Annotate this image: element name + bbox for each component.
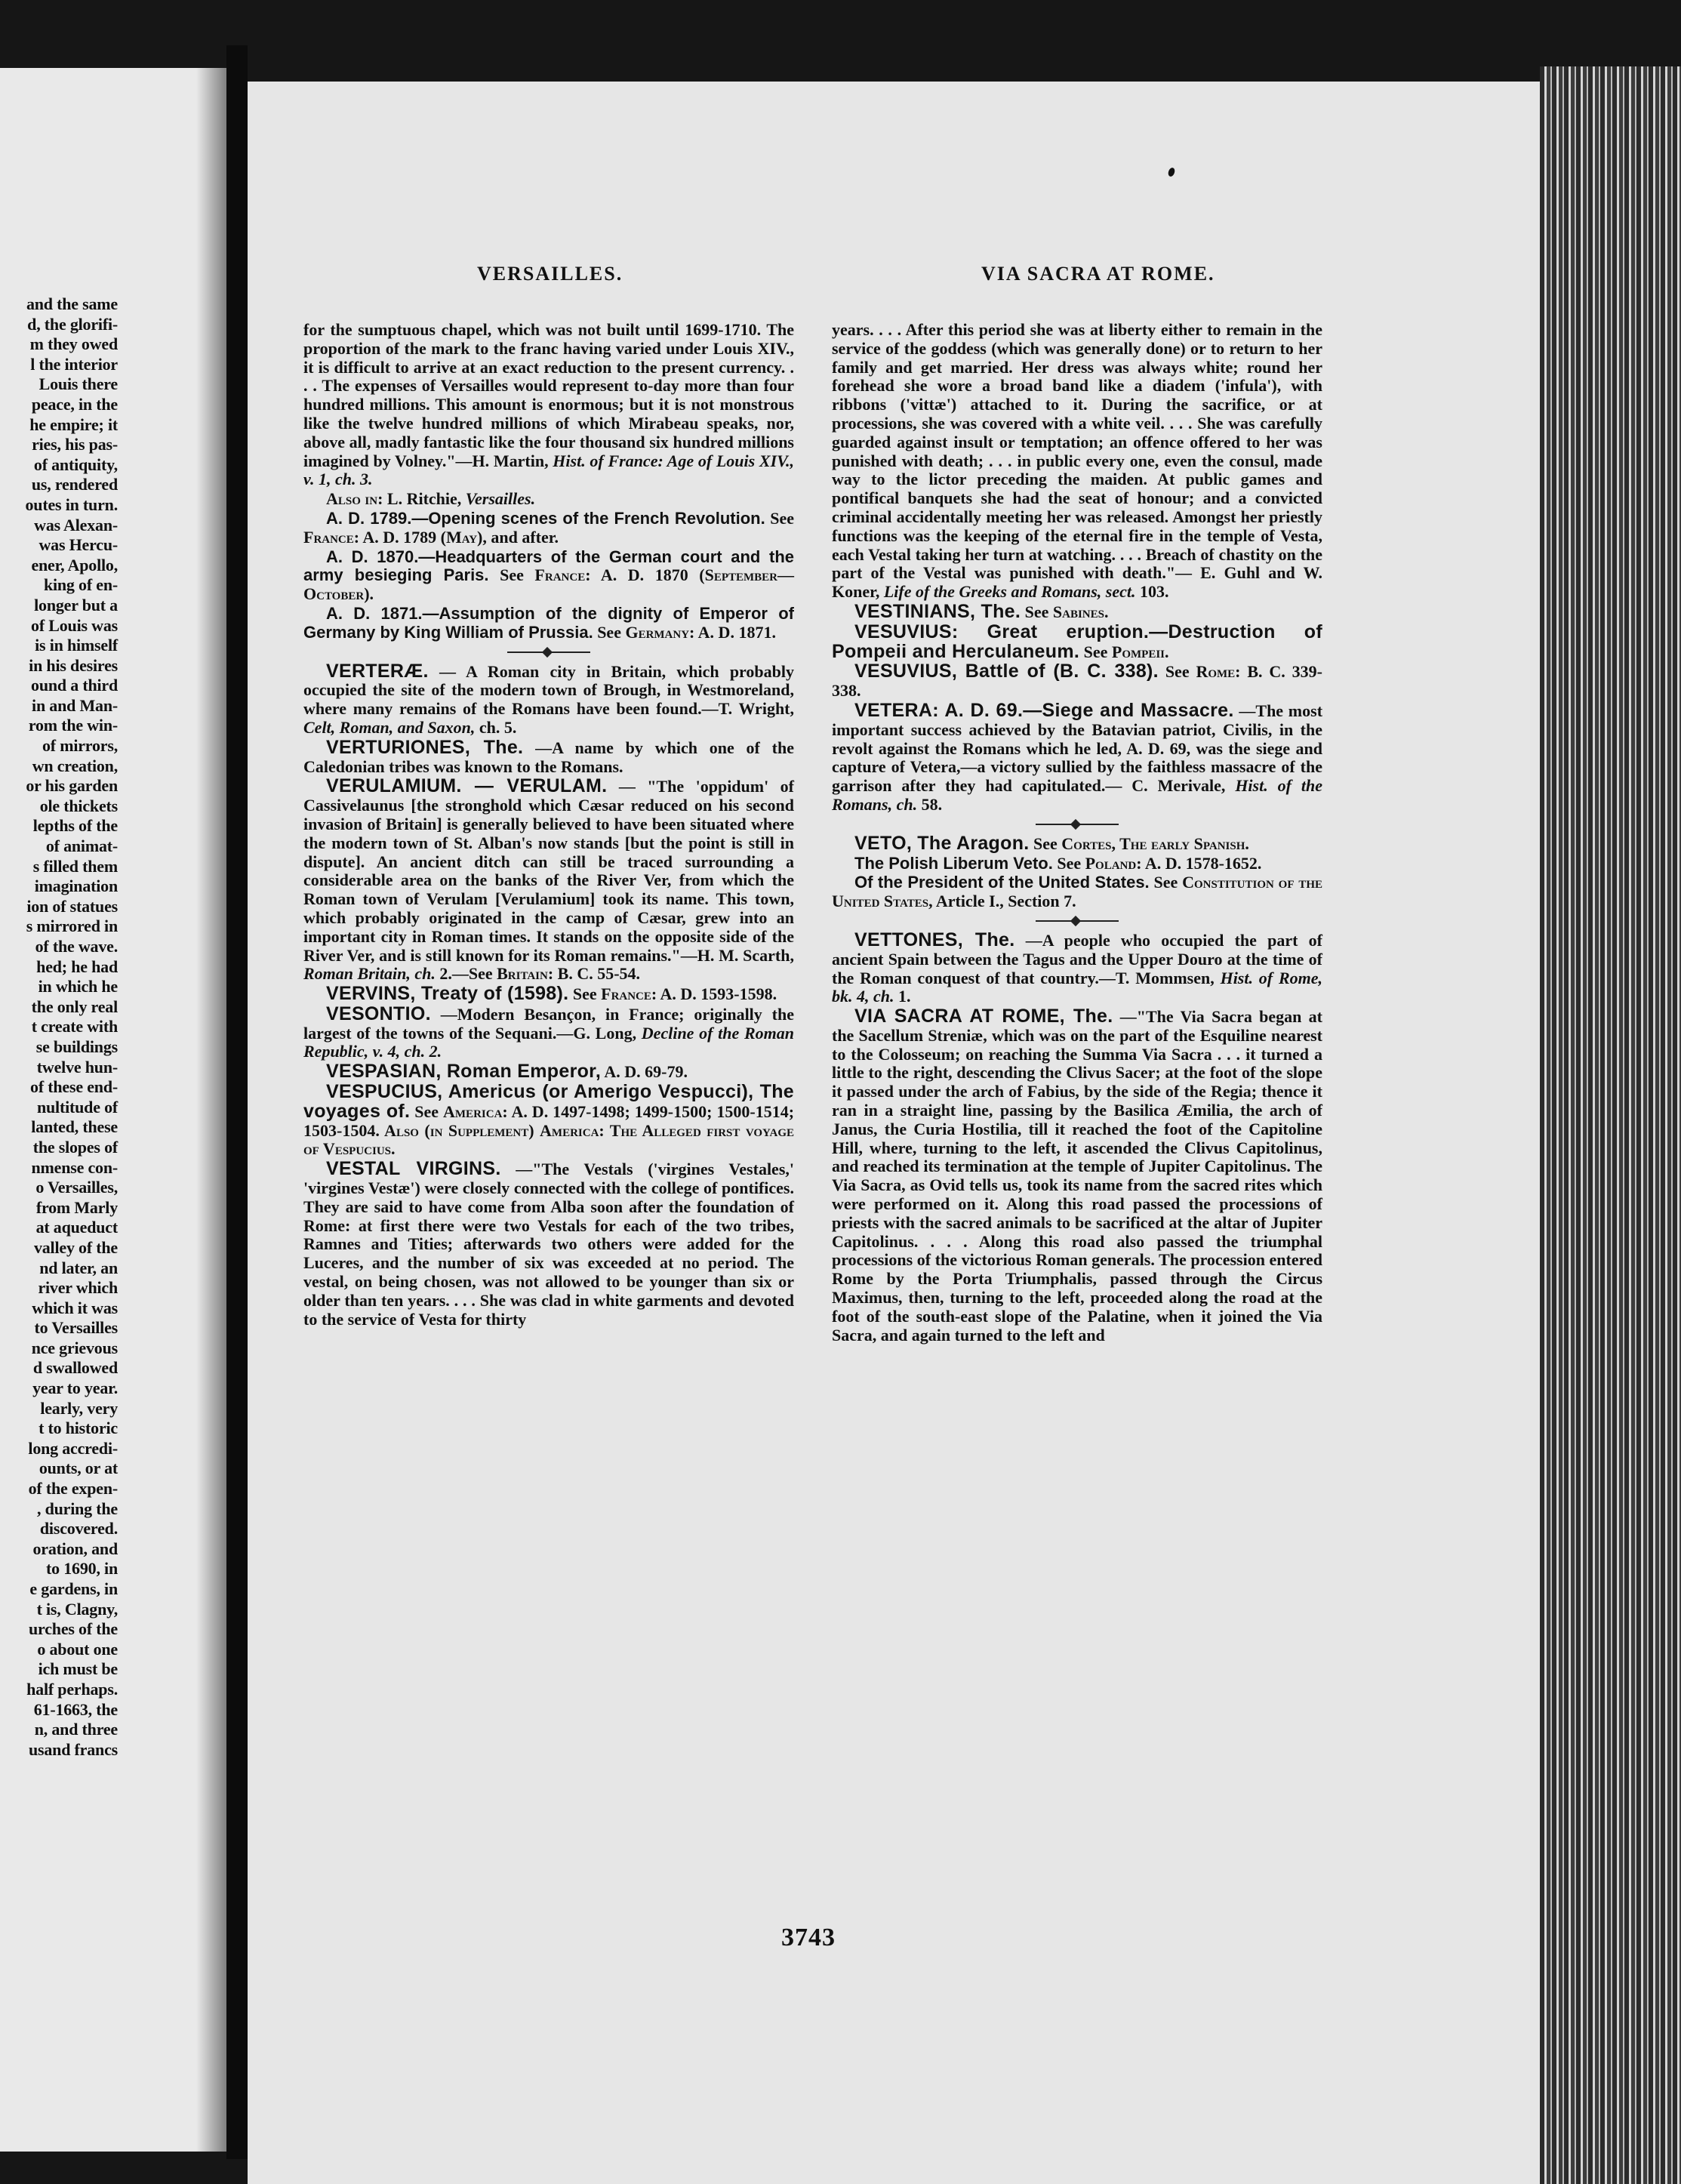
body-text: and after. — [491, 527, 559, 547]
column-left — [303, 321, 794, 1329]
facing-page-line: rom the win- — [28, 716, 118, 735]
cross-reference: France: A. D. 1593-1598. — [601, 984, 777, 1004]
entry-vespucius — [303, 1083, 794, 1159]
headword: VESUVIUS, Battle of (B. C. 338). — [854, 661, 1159, 682]
facing-page-line: s mirrored in — [26, 916, 118, 936]
facing-page-line: se buildings — [35, 1037, 118, 1056]
entry-vespasian — [303, 1062, 794, 1082]
cross-reference: France: A. D. 1870 (September—October). — [303, 565, 795, 604]
entry-vestal-continued — [832, 321, 1322, 602]
facing-page-line: to 1690, in — [46, 1559, 118, 1579]
headword: VESPASIAN, Roman Emperor, — [326, 1061, 602, 1083]
cross-reference: Pompeii. — [1111, 642, 1169, 661]
entry-also-in — [303, 490, 794, 509]
facing-page-line: wn creation, — [32, 756, 118, 775]
facing-page-line: d swallowed — [32, 1358, 118, 1378]
headword: VESUVIUS: Great eruption.—Destruction of Pompeii and Herculaneum. — [832, 621, 1322, 662]
entry-vesuvius-eruption — [832, 623, 1322, 662]
facing-page-line: year to year. — [32, 1378, 118, 1398]
facing-page-line: o about one — [37, 1639, 118, 1659]
entry-verterae — [303, 662, 794, 738]
facing-page-line: usand francs — [28, 1739, 118, 1759]
subentry-heading: A. D. 1871.—Assumption of the dignity of Emperor of Germany by King William of Prussia. — [303, 603, 794, 642]
facing-page-line: learly, very — [40, 1398, 118, 1418]
body-text: —"The Vestals ('virgines Vestales,' 'virgines Vestæ') were closely connected with the college of pontifices. They are said to have come from Alba soon after the foundation of Rome: at first there were two Vestals for each of the two tribes, Ramnes and Tities; afterwards two others were added for the Luceres, and the number of six was exceeded at no period. The vestal, on being chosen, was not allowed to be younger than six or older than ten years. . . . She was clad in white garments and devoted to the service of Vesta for thirty — [303, 1160, 794, 1329]
body-text: A. D. 69-79. — [604, 1062, 688, 1082]
headword: VETO, The Aragon. — [854, 832, 1030, 854]
facing-page-line: long accredi- — [28, 1438, 118, 1458]
facing-page-line: of mirrors, — [42, 736, 118, 756]
facing-page-line: d, the glorifi- — [27, 314, 118, 334]
facing-page-line: the only real — [31, 997, 118, 1016]
facing-page-line: ener, Apollo, — [31, 555, 118, 574]
facing-page-line: which it was — [32, 1298, 118, 1317]
facing-page-line: Louis there — [38, 374, 118, 394]
page-edges — [1540, 66, 1681, 2184]
cross-reference: Germany: A. D. 1871. — [625, 622, 776, 642]
facing-page-line: of antiquity, — [33, 454, 118, 474]
facing-page-line: outes in turn. — [25, 494, 118, 514]
entry-vesuvius-battle — [832, 662, 1322, 701]
subentry-heading: The Polish Liberum Veto. — [854, 853, 1053, 873]
headword: VERVINS, Treaty of (1598). — [326, 983, 569, 1005]
citation: Versailles. — [465, 489, 536, 509]
facing-page-line: he empire; it — [29, 414, 118, 434]
see-label: See — [1033, 833, 1058, 853]
facing-page-line: us, rendered — [31, 475, 118, 494]
citation: Life of the Greeks and Romans, sect. — [883, 582, 1136, 602]
facing-page-line: longer but a — [34, 595, 118, 615]
body-text: —The most important success achieved by the Batavian patriot, Civilis, in the revolt against the Romans which he led, A. D. 69, was the siege and capture of Vetera,—a victory sullied by the faithless massacre of the garrison after they had capitulated.— C. Merivale, — [832, 701, 1323, 796]
citation: v. 1, ch. 3. — [303, 470, 373, 489]
body-text: A. D. 1578-1652. — [1144, 853, 1262, 873]
running-head-left: VERSAILLES. — [477, 263, 623, 285]
facing-page-line: the slopes of — [32, 1137, 118, 1157]
facing-page-line: t is, Clagny, — [36, 1599, 118, 1619]
facing-page-line: at aqueduct — [35, 1218, 118, 1237]
facing-page-line: nd later, an — [39, 1258, 118, 1277]
cross-reference: Rome: B. C. 339-338. — [832, 662, 1323, 701]
facing-page-line: of Louis was — [31, 615, 118, 635]
facing-page-line: o Versailles, — [35, 1178, 118, 1197]
body-text: —A name by which one of the Caledonian tribes was known to the Romans. — [303, 738, 795, 776]
facing-page-line: in his desires — [29, 655, 118, 675]
facing-page-line: 61-1663, the — [33, 1699, 118, 1719]
facing-page-line: was Hercu- — [38, 535, 118, 555]
facing-page-line: t create with — [31, 1017, 118, 1037]
headword: VESTAL VIRGINS. — [326, 1158, 501, 1180]
facing-page-line: valley of the — [33, 1237, 118, 1257]
entry-ad-1870 — [303, 548, 794, 604]
facing-page-line: ound a third — [31, 676, 118, 695]
body-text: —A people who occupied the part of ancient Spain between the Tagus and the Upper Douro at the time of the Roman conquest of that country.—T. Mommsen, — [832, 930, 1323, 987]
entry-veto-president — [832, 873, 1322, 911]
cross-reference: America: A. D. 1497-1498; 1499-1500; 1500-1514; 1503-1504. Also (in Supplement) — [303, 1101, 795, 1140]
headword: VIA SACRA AT ROME, The. — [854, 1006, 1113, 1027]
facing-page-line: of animat- — [45, 836, 118, 856]
facing-page-line: s filled them — [32, 856, 118, 876]
facing-page-line: imagination — [34, 876, 118, 896]
entry-vettones — [832, 931, 1322, 1006]
section-divider — [303, 647, 794, 658]
facing-page-line: t to historic — [38, 1419, 118, 1438]
entry-verturiones — [303, 738, 794, 777]
citation: Hist. of France: Age of Louis XIV., — [553, 451, 795, 470]
see-label: See — [1165, 662, 1190, 682]
facing-page-line: n, and three — [34, 1720, 118, 1739]
see-label: See — [770, 508, 795, 528]
facing-page-line: l the interior — [30, 354, 118, 374]
entry-ad-1789 — [303, 510, 794, 547]
cross-reference: Britain: B. C. 55-54. — [497, 964, 641, 984]
facing-page-line: nce grievous — [31, 1338, 118, 1357]
see-label: See — [414, 1101, 439, 1121]
headword: VERTURIONES, The. — [326, 736, 524, 758]
facing-page-line: from Marly — [35, 1197, 118, 1217]
see-label: See — [572, 984, 597, 1004]
book-gutter — [226, 45, 248, 2159]
facing-page-line: of the expen- — [28, 1479, 118, 1499]
body-text: ch. 5. — [479, 717, 517, 737]
see-label: See — [1024, 602, 1049, 621]
cross-reference: Constitution of the United States, — [832, 873, 1323, 911]
citation: Decline of the Roman Republic, — [303, 1023, 794, 1061]
facing-page-line: lanted, these — [31, 1117, 118, 1137]
body-text: — "The 'oppidum' of Cassivelaunus [the stronghold which Cæsar reduced on his second invasion of Britain] is generally believed to have been situated where the modern town of St. Alban's now stands [but the point is still in dispute]. An ancient ditch can still be traced surrounding a considerable area on the banks of the River Ver, from which the Roman town of Verulam [Verulamium] took its name. This town, which probably originated in the camp of Cæsar, grew into an important city in Roman times. It stands on the opposite side of the River Ver, and is still known for its Roman remains."—H. M. Scarth, — [303, 777, 794, 965]
citation: Roman Britain, ch. — [303, 964, 436, 984]
entry-ad-1871 — [303, 605, 794, 642]
facing-page-line: ries, his pas- — [32, 435, 118, 454]
gutter-shadow — [196, 68, 226, 2152]
subentry-heading: A. D. 1789.—Opening scenes of the French Revolution. — [326, 508, 765, 528]
headword: VETTONES, The. — [854, 929, 1015, 950]
facing-page-line: of these end- — [30, 1077, 118, 1097]
facing-page-line: river which — [38, 1278, 118, 1298]
facing-page-text — [0, 294, 118, 1760]
facing-page-line: king of en- — [43, 575, 118, 595]
facing-page-line: , during the — [36, 1499, 118, 1518]
running-head-right: VIA SACRA AT ROME. — [981, 263, 1215, 285]
facing-page-line: in and Man- — [32, 695, 118, 715]
facing-page-line: lepths of the — [32, 816, 118, 836]
column-right — [832, 321, 1322, 1345]
see-label: See — [1057, 853, 1082, 873]
facing-page-line: of the wave. — [35, 937, 118, 956]
body-text: 1. — [898, 987, 911, 1006]
facing-page-line: e gardens, in — [29, 1579, 118, 1598]
facing-page-line: and the same — [26, 294, 118, 313]
entry-veto — [832, 834, 1322, 854]
facing-page-line: was Alexan- — [34, 515, 118, 534]
headword: VESTINIANS, The. — [854, 600, 1021, 622]
cross-reference: France: A. D. 1789 (May), — [303, 527, 487, 547]
entry-vesontio — [303, 1005, 794, 1061]
body-text: — A Roman city in Britain, which probably occupied the site of the modern town of Brough, in Westmoreland, where many remains of the Romans have been found.—T. Wright, — [303, 661, 795, 719]
citation: Hist. of the Romans, ch. — [832, 776, 1323, 814]
section-divider — [832, 819, 1322, 830]
cross-reference: Cortes, The early Spanish. — [1061, 833, 1249, 853]
citation: v. 4, ch. 2. — [372, 1042, 442, 1061]
entry-veto-polish — [832, 855, 1322, 873]
facing-page-line: to Versailles — [34, 1318, 118, 1338]
facing-page-line: nmense con- — [31, 1157, 118, 1177]
facing-page-line: twelve hun- — [36, 1057, 118, 1077]
facing-page-line: peace, in the — [31, 394, 118, 414]
facing-page-line: discovered. — [39, 1519, 118, 1539]
body-text: 2.—See — [439, 964, 493, 984]
headword: VESONTIO. — [326, 1003, 431, 1024]
section-divider — [832, 916, 1322, 926]
facing-page-line: ole thickets — [39, 796, 118, 815]
see-label: See — [1083, 642, 1108, 661]
citation: Celt, Roman, and Saxon, — [303, 717, 476, 737]
facing-page-line: half perhaps. — [26, 1679, 118, 1699]
cross-reference: Poland: — [1085, 853, 1142, 873]
facing-page-fragment — [0, 68, 226, 2152]
body-text: Article I., Section 7. — [935, 892, 1076, 911]
facing-page-line: ounts, or at — [38, 1459, 118, 1478]
cross-reference: Sabines. — [1052, 602, 1109, 621]
body-text: —Modern Besançon, in France; originally the largest of the towns of the Sequani.—G. Long, — [303, 1004, 794, 1043]
headword: VESPUCIUS, Americus (or Amerigo Vespucci), The voyages of. — [303, 1081, 794, 1122]
citation: Hist. of Rome, bk. 4, ch. — [832, 968, 1323, 1006]
body-text: years. . . . After this period she was at liberty either to remain in the service of the goddess (which was generally done) or to return to her family and get married. Her dress was always white; round her forehead she wore a broad band like a diadem ('infula'), with ribbons ('vittæ') attached to it. During the sacrifice, or at processions, she was covered with a white veil. . . . She was carefully guarded against insult or temptation; an offence offered to her was punished with death; . . . in public every one, even the consul, made way to the lictor preceding the maiden. At public games and pontifical banquets she had the seat of honour; and a convicted criminal accidentally meeting her was released. Amongst her priestly functions was the keeping of the eternal fire in the temple of Vesta, each Vestal taking her turn at watching. . . . Breach of chastity on the part of the Vestal was punished with death."— E. Guhl and W. Koner, — [832, 320, 1322, 602]
facing-page-line: in which he — [38, 977, 118, 997]
headword: VERTERÆ. — [326, 660, 429, 682]
facing-page-line: nultitude of — [36, 1097, 118, 1117]
entry-versailles-continued — [303, 321, 794, 489]
cross-reference: America: The Alleged first voyage of Vespucius. — [303, 1120, 794, 1159]
body-text: for the sumptuous chapel, which was not built until 1699-1710. The proportion of the mark to the franc having varied under Louis XIV., it is difficult to arrive at an exact reduction to the present currency. . . . The expenses of Versailles would represent to-day more than four hundred millions. This amount is enormous; but it is not monstrous like the twelve hundred millions of which Mirabeau speaks, nor, above all, madly fantastic like the four thousand six hundred millions imagined by Volney."—H. Martin, — [303, 320, 794, 470]
see-label: See — [500, 565, 524, 585]
see-label: See — [597, 622, 621, 642]
body-text: 103. — [1140, 582, 1169, 602]
body-text: —"The Via Sacra began at the Sacellum Streniæ, which was on the part of the Esquiline nearest to the Colosseum; on reaching the Summa Via Sacra . . . it turned a little to the right, descending the Clivus Sacer; at the foot of the slope it passed under the arch of Fabius, by the side of the Regia; thence it ran in a straight line, passing by the Basilica Æmilia, the arch of Janus, the Curia Hostilia, till it reached the foot of the Capitoline Hill, where, turning to the left, it ascended the Clivus Capitolinus, and reached its termination at the temple of Jupiter Capitolinus. The Via Sacra, as Ovid tells us, took its name from the sacred rites which were performed on it. Along this road passed the processions of priests with the sacred animals to be sacrificed at the altar of Jupiter Capitolinus. . . . Along this road also passed the triumphal processions of the victorious Roman generals. The procession entered Rome by the Porta Triumphalis, passed through the Circus Maximus, then, turning to the left, proceeded along the road at the foot of the south-east slope of the Palatine, when it joined the Via Sacra, and again turned to the left and — [832, 1007, 1323, 1345]
body-text: 58. — [921, 794, 943, 814]
entry-vervins — [303, 984, 794, 1004]
facing-page-line: ion of statues — [26, 896, 118, 916]
entry-vestal-virgins — [303, 1160, 794, 1329]
subentry-heading: Of the President of the United States. — [854, 873, 1150, 892]
facing-page-line: m they owed — [29, 334, 118, 354]
facing-page-line: is in himself — [35, 636, 118, 655]
entry-via-sacra — [832, 1007, 1322, 1345]
facing-page-line: oration, and — [32, 1539, 118, 1558]
headword: VERULAMIUM. — VERULAM. — [326, 775, 608, 797]
facing-page-line: or his garden — [26, 776, 118, 796]
facing-page-line: hed; he had — [36, 956, 118, 976]
facing-page-line: ich must be — [38, 1659, 118, 1679]
facing-page-line: urches of the — [29, 1619, 118, 1639]
entry-vestinians — [832, 602, 1322, 622]
also-in-label: Also in: — [326, 489, 383, 509]
entry-vetera — [832, 701, 1322, 815]
subentry-heading: A. D. 1870.—Headquarters of the German court and the army besieging Paris. — [303, 547, 794, 585]
body-text: L. Ritchie, — [386, 489, 462, 509]
headword: VETERA: A. D. 69.—Siege and Massacre. — [854, 699, 1234, 721]
page-number: 3743 — [781, 1924, 836, 1951]
see-label: See — [1153, 873, 1178, 892]
entry-verulamium — [303, 777, 794, 984]
